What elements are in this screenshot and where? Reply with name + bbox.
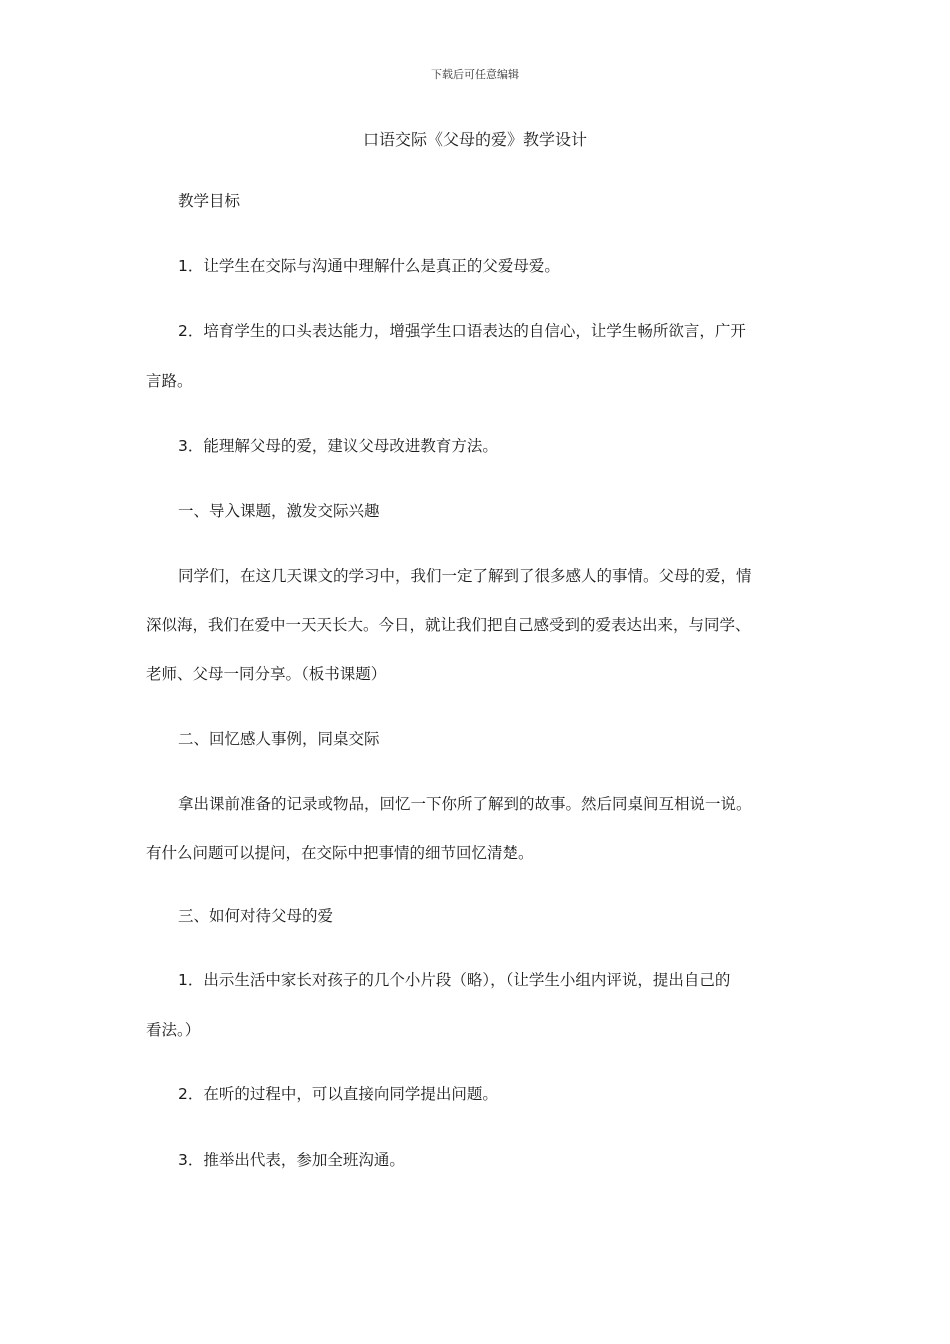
goal-2-line-2: 言路。 <box>146 372 193 390</box>
section-3-item-1-line-2: 看法。） <box>146 1021 201 1039</box>
header-note: 下载后可任意编辑 <box>431 68 519 81</box>
section-2-paragraph-line-1: 拿出课前准备的记录或物品，回忆一下你所了解到的故事。然后同桌间互相说一说。 <box>178 795 752 813</box>
section-1-heading: 一、导入课题，激发交际兴趣 <box>178 502 380 520</box>
section-1-paragraph-line-3: 老师、父母一同分享。（板书课题） <box>146 665 387 683</box>
section-3-item-3: 3．推举出代表，参加全班沟通。 <box>178 1151 405 1169</box>
document-title: 口语交际《父母的爱》教学设计 <box>362 130 587 149</box>
section-3-heading: 三、如何对待父母的爱 <box>178 907 334 925</box>
section-1-paragraph-line-2: 深似海，我们在爱中一天天长大。今日，就让我们把自己感受到的爱表达出来，与同学、 <box>146 616 751 634</box>
goal-3: 3．能理解父母的爱，建议父母改进教育方法。 <box>178 437 498 455</box>
section-2-paragraph-line-2: 有什么问题可以提问，在交际中把事情的细节回忆清楚。 <box>146 844 534 862</box>
goal-2-line-1: 2．培育学生的口头表达能力，增强学生口语表达的自信心，让学生畅所欲言，广开 <box>178 322 746 340</box>
section-3-item-2: 2．在听的过程中，可以直接向同学提出问题。 <box>178 1085 498 1103</box>
goal-1: 1．让学生在交际与沟通中理解什么是真正的父爱母爱。 <box>178 257 560 275</box>
section-1-paragraph-line-1: 同学们，在这几天课文的学习中，我们一定了解到了很多感人的事情。父母的爱，情 <box>178 567 752 585</box>
section-3-item-1-line-1: 1．出示生活中家长对孩子的几个小片段（略），（让学生小组内评说，提出自己的 <box>178 971 731 989</box>
goals-heading: 教学目标 <box>178 192 241 210</box>
section-2-heading: 二、回忆感人事例，同桌交际 <box>178 730 380 748</box>
